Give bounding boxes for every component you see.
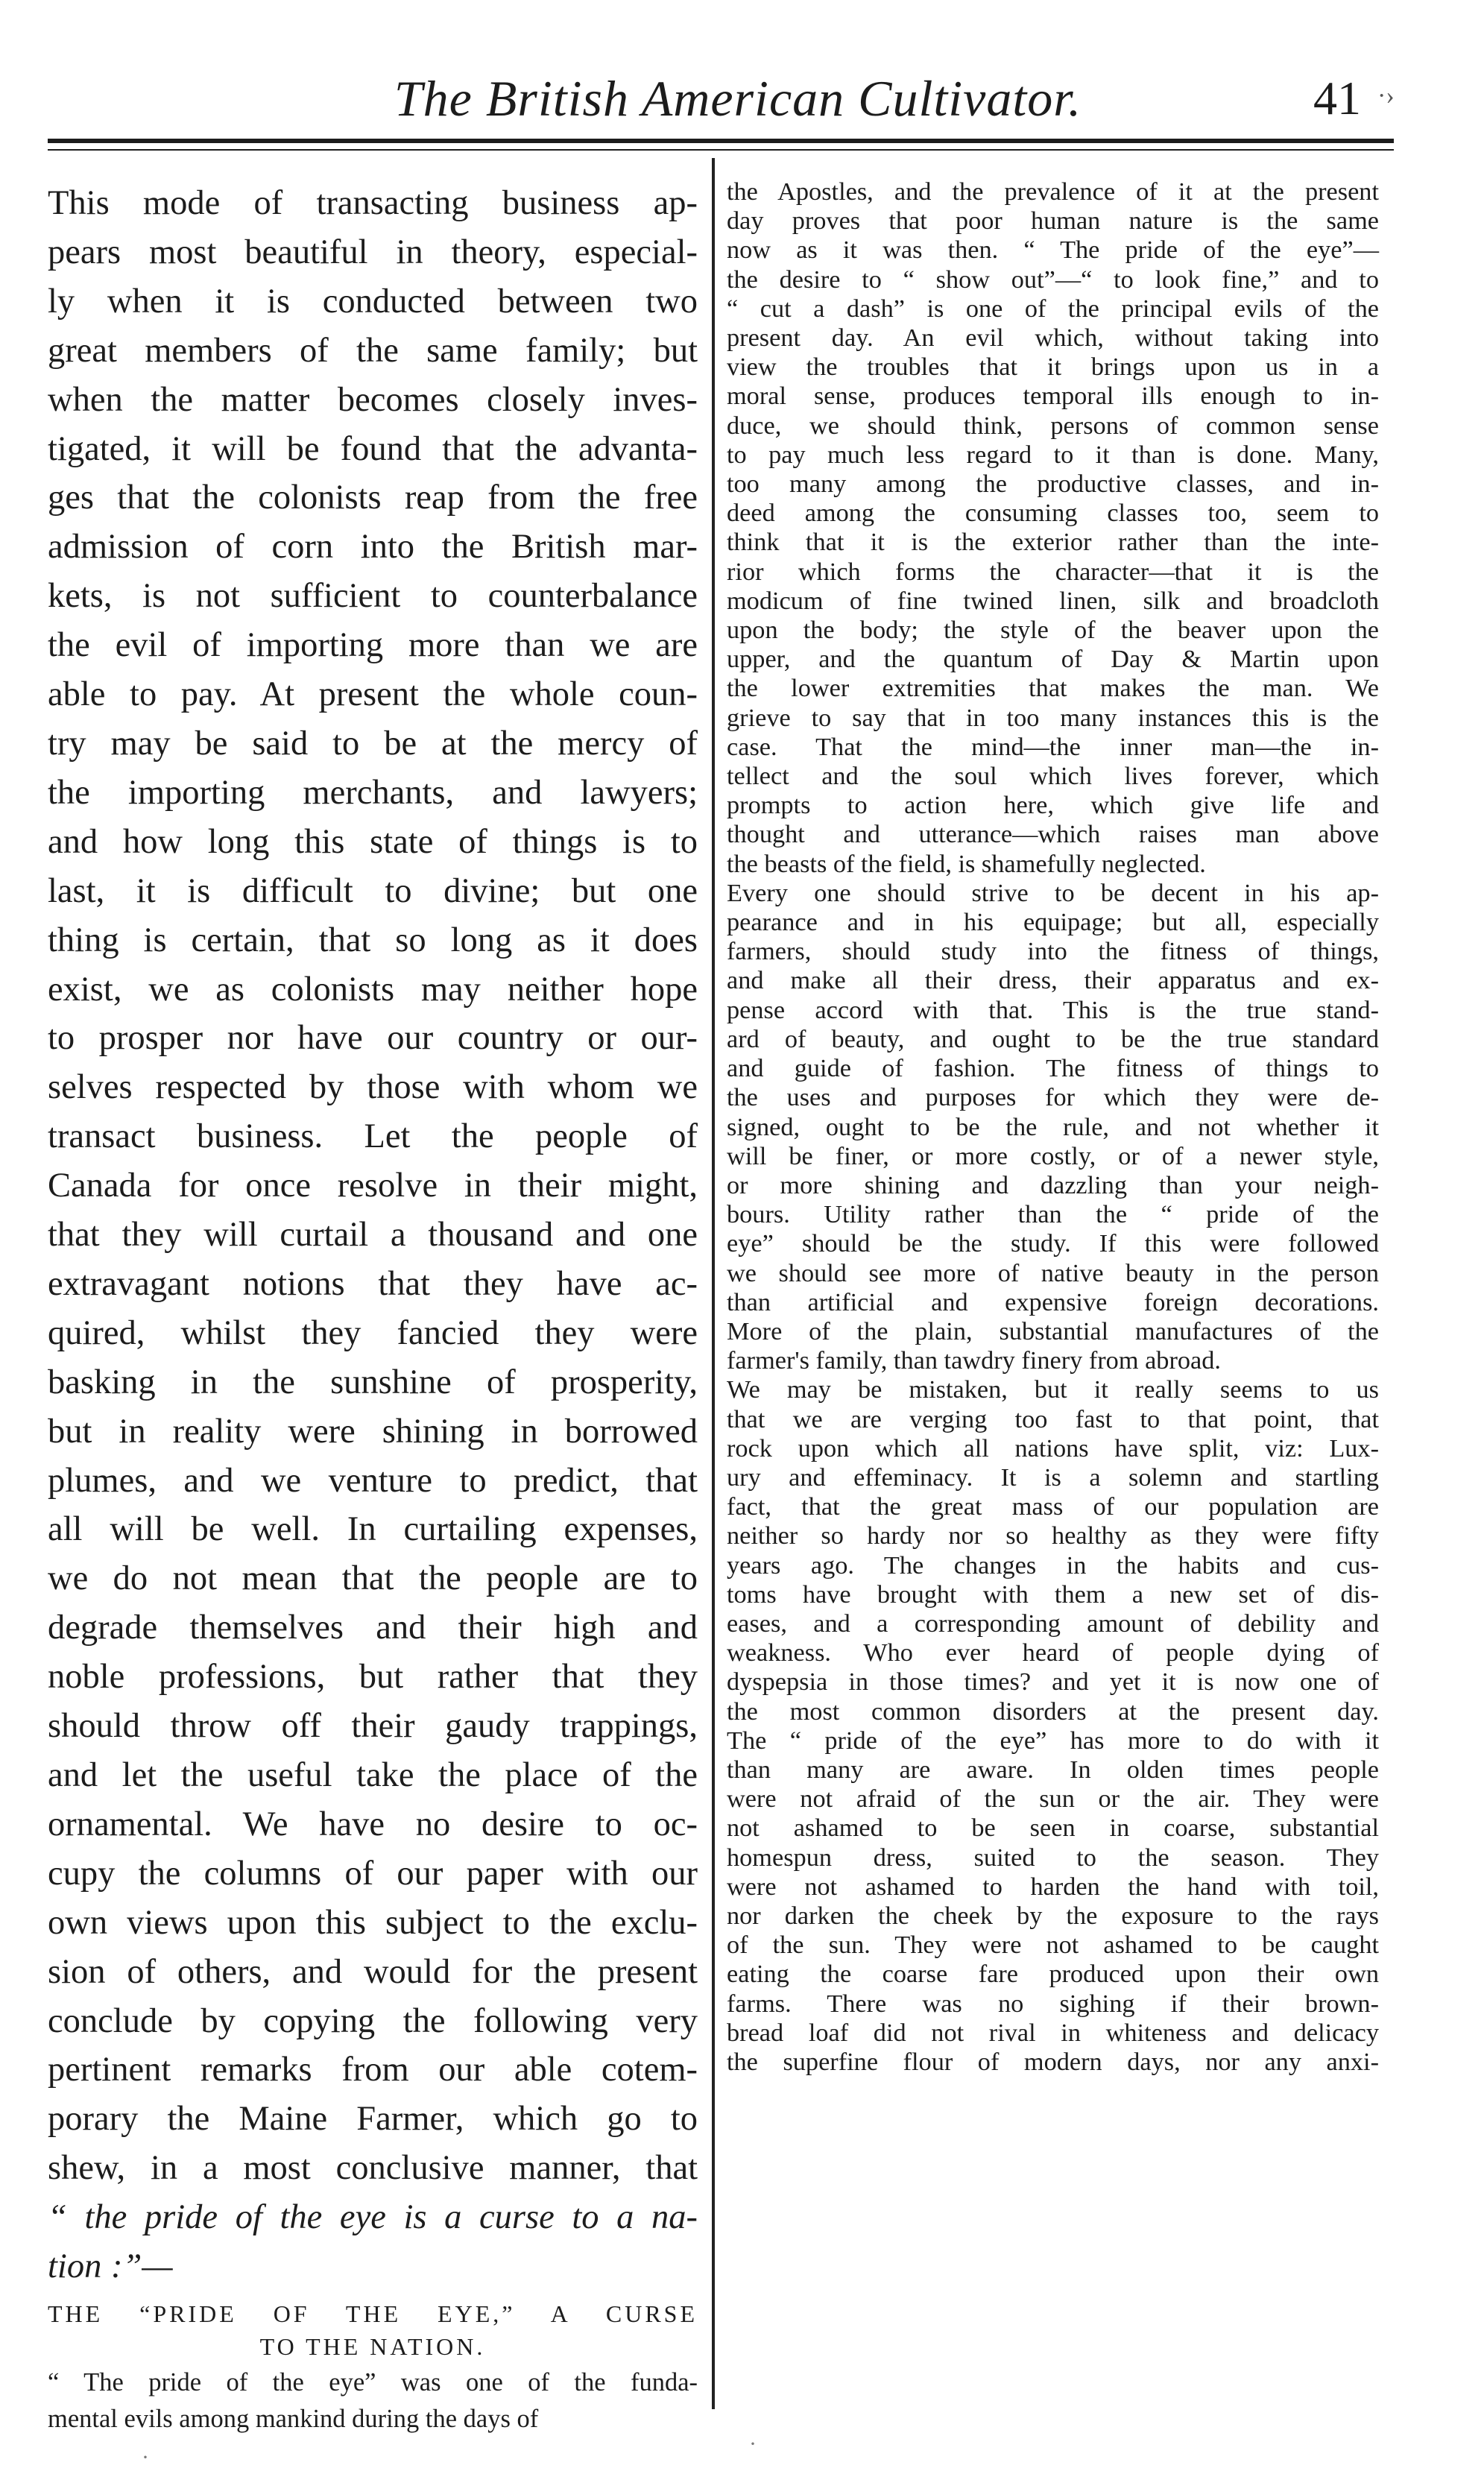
right-line: that we are verging too fast to that point, that xyxy=(727,1404,1379,1433)
left-line: try may be said to be at the mercy of xyxy=(48,724,698,763)
left-line: conclude by copying the following very xyxy=(48,2001,698,2040)
right-line: fact, that the great mass of our population are xyxy=(727,1492,1379,1521)
left-line: exist, we as colonists may neither hope xyxy=(48,970,698,1009)
left-line: basking in the sunshine of prosperity, xyxy=(48,1363,698,1401)
right-line: rior which forms the character—that it is the xyxy=(727,557,1379,586)
right-line: the lower extremities that makes the man. We xyxy=(727,674,1379,703)
left-line: should throw off their gaudy trappings, xyxy=(48,1707,698,1746)
print-speck: · xyxy=(749,2432,757,2456)
left-column xyxy=(48,179,698,2436)
right-line: nor darken the cheek by the exposure to the rays xyxy=(727,1901,1379,1930)
print-specks: ·› xyxy=(1377,82,1395,110)
right-column xyxy=(727,177,1379,2077)
right-line: case. That the mind—the inner man—the in- xyxy=(727,732,1379,761)
left-line: pertinent remarks from our able cotem- xyxy=(48,2051,698,2089)
left-line: selves respected by those with whom we xyxy=(48,1068,698,1107)
left-line: noble professions, but rather that they xyxy=(48,1658,698,1697)
right-line: and guide of fashion. The fitness of things to xyxy=(727,1054,1379,1083)
left-line: when the matter becomes closely inves- xyxy=(48,380,698,419)
left-line: pears most beautiful in theory, especial- xyxy=(48,233,698,271)
quote-heading-continued: TO THE NATION. xyxy=(259,2332,486,2360)
right-column-lines xyxy=(727,177,1379,2077)
right-line: upper, and the quantum of Day & Martin upon xyxy=(727,645,1379,674)
left-line: we do not mean that the people are to xyxy=(48,1559,698,1598)
left-line: plumes, and we venture to predict, that xyxy=(48,1461,698,1500)
right-line: think that it is the exterior rather than the inte- xyxy=(727,528,1379,557)
quote-line: “ The pride of the eye” was one of the funda- xyxy=(48,2367,698,2396)
left-line: extravagant notions that they have ac- xyxy=(48,1264,698,1303)
right-line: the uses and purposes for which they were de- xyxy=(727,1083,1379,1112)
right-line: Every one should strive to be decent in his ap- xyxy=(727,878,1379,907)
right-line: deed among the consuming classes too, seem to xyxy=(727,499,1379,528)
right-line: More of the plain, substantial manufactures of the xyxy=(727,1316,1379,1345)
right-line: modicum of fine twined linen, silk and broadcloth xyxy=(727,586,1379,615)
right-line: grieve to say that in too many instances this is the xyxy=(727,703,1379,732)
right-line: bread loaf did not rival in whiteness and delicacy xyxy=(727,2018,1379,2047)
right-line: tellect and the soul which lives forever, which xyxy=(727,762,1379,791)
left-line: ly when it is conducted between two xyxy=(48,282,698,321)
left-line: quired, whilst they fancied they were xyxy=(48,1313,698,1352)
right-line: moral sense, produces temporal ills enough to in- xyxy=(727,382,1379,411)
left-line: porary the Maine Farmer, which go to xyxy=(48,2100,698,2139)
right-line: toms have brought with them a new set of dis- xyxy=(727,1580,1379,1609)
left-line: but in reality were shining in borrowed xyxy=(48,1412,698,1451)
left-line: able to pay. At present the whole coun- xyxy=(48,675,698,714)
right-line: farmers, should study into the fitness of things, xyxy=(727,937,1379,966)
right-line: were not afraid of the sun or the air. They were xyxy=(727,1785,1379,1814)
left-line: cupy the columns of our paper with our xyxy=(48,1854,698,1893)
left-line: kets, is not sufficient to counterbalance xyxy=(48,577,698,616)
right-line: “ cut a dash” is one of the principal evils of the xyxy=(727,294,1379,323)
quote-heading: THE “PRIDE OF THE EYE,” A CURSE xyxy=(48,2300,698,2327)
left-line: that they will curtail a thousand and one xyxy=(48,1216,698,1255)
left-line: Canada for once resolve in their might, xyxy=(48,1167,698,1205)
right-line: duce, we should think, persons of common sense xyxy=(727,411,1379,440)
left-line: ornamental. We have no desire to oc- xyxy=(48,1805,698,1843)
right-line: eases, and a corresponding amount of debility and xyxy=(727,1609,1379,1638)
left-line: to prosper nor have our country or our- xyxy=(48,1019,698,1058)
right-line: thought and utterance—which raises man above xyxy=(727,820,1379,849)
right-line: signed, ought to be the rule, and not whether it xyxy=(727,1112,1379,1141)
left-line: own views upon this subject to the exclu- xyxy=(48,1903,698,1942)
right-line: homespun dress, suited to the season. They xyxy=(727,1843,1379,1872)
left-line: shew, in a most conclusive manner, that xyxy=(48,2149,698,2188)
quote-line: mental evils among mankind during the days of xyxy=(48,2404,539,2433)
left-line: the evil of importing more than we are xyxy=(48,626,698,665)
right-line: the beasts of the field, is shamefully neglected. xyxy=(727,849,1206,878)
right-line: of the sun. They were not ashamed to be caught xyxy=(727,1931,1379,1960)
right-line: the desire to “ show out”—“ to look fine,” and to xyxy=(727,265,1379,294)
right-line: bours. Utility rather than the “ pride of the xyxy=(727,1200,1379,1229)
right-line: view the troubles that it brings upon us in a xyxy=(727,353,1379,382)
left-line: tigated, it will be found that the advanta- xyxy=(48,429,698,468)
right-line: to pay much less regard to it than is done. Many, xyxy=(727,440,1379,469)
left-line: the importing merchants, and lawyers; xyxy=(48,773,698,812)
left-line: great members of the same family; but xyxy=(48,331,698,370)
left-line: last, it is difficult to divine; but one xyxy=(48,871,698,910)
right-line: we should see more of native beauty in the person xyxy=(727,1258,1379,1287)
right-line: not ashamed to be seen in coarse, substantial xyxy=(727,1814,1379,1843)
right-line: eye” should be the study. If this were followed xyxy=(727,1229,1379,1258)
right-line: the superfine flour of modern days, nor any anxi- xyxy=(727,2048,1379,2076)
left-line: thing is certain, that so long as it does xyxy=(48,921,698,959)
running-head-title: The British American Cultivator. xyxy=(394,70,1082,127)
right-line: than many are aware. In olden times people xyxy=(727,1755,1379,1784)
right-line: day proves that poor human nature is the same xyxy=(727,206,1379,236)
left-line: transact business. Let the people of xyxy=(48,1117,698,1156)
right-line: neither so hardy nor so healthy as they were fifty xyxy=(727,1521,1379,1550)
right-line: years ago. The changes in the habits and cus- xyxy=(727,1550,1379,1580)
left-line: degrade themselves and their high and xyxy=(48,1609,698,1647)
header-rule-thin xyxy=(48,149,1394,151)
right-line: now as it was then. “ The pride of the eye”— xyxy=(727,236,1379,265)
right-line: dyspepsia in those times? and yet it is now one of xyxy=(727,1667,1379,1697)
right-line: rock upon which all nations have split, viz: Lux- xyxy=(727,1433,1379,1462)
right-line: eating the coarse fare produced upon their own xyxy=(727,1960,1379,1989)
right-line: present day. An evil which, without taking into xyxy=(727,324,1379,353)
right-line: or more shining and dazzling than your neigh- xyxy=(727,1170,1379,1199)
right-line: and make all their dress, their apparatus and ex- xyxy=(727,966,1379,995)
right-line: pearance and in his equipage; but all, especially xyxy=(727,908,1379,937)
right-line: the most common disorders at the present day. xyxy=(727,1697,1379,1726)
right-line: ard of beauty, and ought to be the true standard xyxy=(727,1024,1379,1053)
left-line: admission of corn into the British mar- xyxy=(48,528,698,567)
right-line: were not ashamed to harden the hand with toil, xyxy=(727,1872,1379,1901)
right-line: ury and effeminacy. It is a solemn and startling xyxy=(727,1462,1379,1492)
right-line: farmer's family, than tawdry finery from abroad. xyxy=(727,1346,1221,1375)
right-line: pense accord with that. This is the true stand- xyxy=(727,995,1379,1024)
right-line: upon the body; the style of the beaver upon the xyxy=(727,616,1379,645)
left-line: tion :”— xyxy=(48,2247,173,2286)
right-line: We may be mistaken, but it really seems to us xyxy=(727,1375,1379,1404)
right-line: The “ pride of the eye” has more to do with it xyxy=(727,1726,1379,1755)
left-line: This mode of transacting business ap- xyxy=(48,184,698,222)
left-line: sion of others, and would for the present xyxy=(48,1952,698,1991)
right-line: the Apostles, and the prevalence of it at the present xyxy=(727,177,1379,206)
left-line: ges that the colonists reap from the free xyxy=(48,479,698,517)
right-line: farms. There was no sighing if their brown- xyxy=(727,1989,1379,2018)
page-number: 41 xyxy=(1313,72,1361,124)
left-line: all will be well. In curtailing expenses, xyxy=(48,1510,698,1549)
print-speck: · xyxy=(142,2445,149,2470)
column-divider xyxy=(712,158,715,2409)
left-line: and how long this state of things is to xyxy=(48,822,698,861)
right-line: prompts to action here, which give life and xyxy=(727,791,1379,820)
left-line: “ the pride of the eye is a curse to a na- xyxy=(48,2198,698,2237)
right-line: will be finer, or more costly, or of a newer style, xyxy=(727,1141,1379,1170)
right-line: too many among the productive classes, and in- xyxy=(727,470,1379,499)
left-line: and let the useful take the place of the xyxy=(48,1756,698,1794)
right-line: than artificial and expensive foreign decorations. xyxy=(727,1287,1379,1316)
right-line: weakness. Who ever heard of people dying of xyxy=(727,1638,1379,1667)
header-rule-thick xyxy=(48,139,1394,143)
